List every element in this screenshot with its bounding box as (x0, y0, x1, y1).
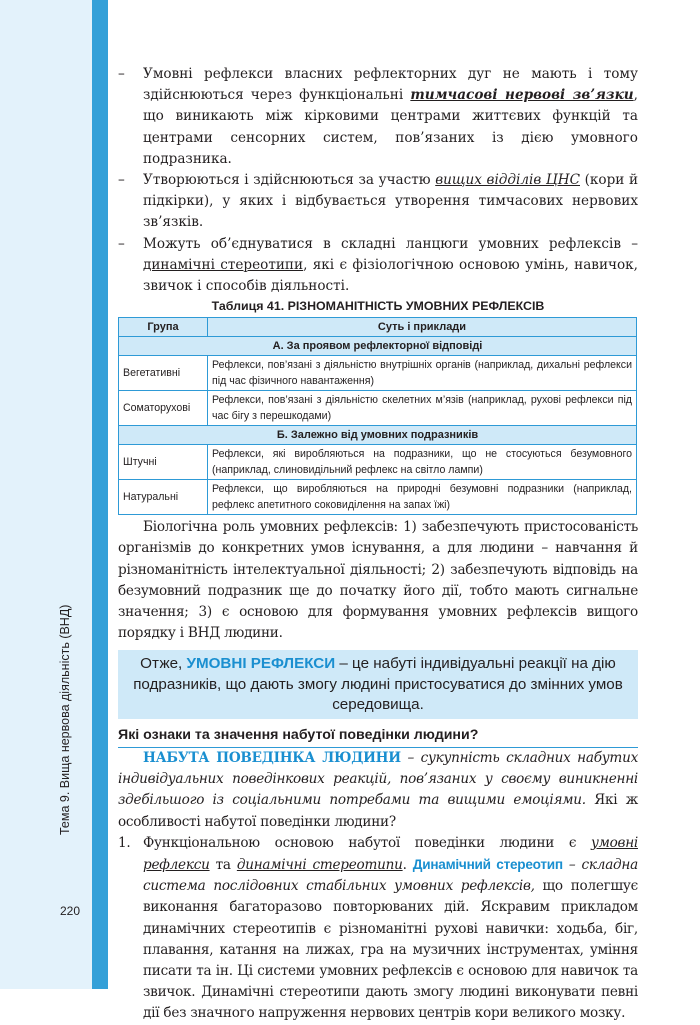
table-section-row (119, 426, 637, 445)
table-row (119, 356, 637, 391)
number-marker: 1. (118, 834, 131, 851)
group-cell: Штучні (119, 445, 208, 480)
table-row (119, 480, 637, 515)
numbered-item: 1. Функціональною основою набутої поведінки людини є умовні рефлекси та динамічні стереотипи. Динамічний стереотип – складна система послідовних стабільних умовних рефлексів, що полегшує виконання багаторазово повторюваних дій. Яскравим прикладом динамічних стереотипів є різноманітні рухові навички: ходьба, біг, плавання, катання на лижах, гра на музичних інструментах, уміння писати та ін. Ці системи умовних рефлексів є основою для навичок та звичок. Динамічні стереотипи дають змогу людині виконувати певні дії без значного напруження нервових центрів кори великого мозку. (118, 834, 638, 1022)
description-cell: Рефлекси, що виробляються на природні безумовні подразники (наприклад, рефлекс апетитного соковиділення на запах їжі) (208, 480, 637, 515)
table-title: Таблиця 41. РІЗНОМАНІТНІСТЬ УМОВНИХ РЕФЛЕКСІВ (211, 299, 545, 314)
list-item: – Утворюються і здійснюються за участю вищих відділів ЦНС (кори й підкірки), у яких і відбувається утворення тимчасових нервових зв’язків. (118, 172, 639, 231)
key-term: динамічні стереотипи (236, 856, 403, 873)
definition-callout: Отже, УМОВНІ РЕФЛЕКСИ – це набуті індивідуальні реакції на дію подразників, що дають змогу людині пристосуватися до змінних умов середовища. (118, 650, 638, 719)
definition-term: НАБУТА ПОВЕДІНКА ЛЮДИНИ (143, 749, 401, 766)
page-content (118, 64, 638, 1025)
table-row (119, 445, 637, 480)
list-item: – Умовні рефлекси власних рефлекторних дуг не мають і тому здійснюються через функціональні тимчасові нервові зв’язки, що виникають між кірковими центрами життєвих функцій та центрами сенсорних систем, пов’язаних із дією умовного подразника. (118, 66, 638, 167)
definition-paragraph: НАБУТА ПОВЕДІНКА ЛЮДИНИ – сукупність складних набутих індивідуальних поведінкових реакцій, пов’язаних у своєму виникненні здебільшого із соціальними потребами та вищими емоціями. Які ж особливості набутої поведінки людини? (118, 749, 638, 830)
topic-label: Тема 9. Вища нервова діяльність (ВНД) (58, 604, 72, 835)
group-cell: Натуральні (119, 480, 208, 515)
key-term: тимчасові нервові зв’язки (410, 87, 634, 104)
table-header-row (119, 318, 637, 337)
description-cell: Рефлекси, пов’язані з діяльністю скелетних м’язів (наприклад, рухові рефлекси під час бігу з перешкодами) (208, 391, 637, 426)
sidebar-stripe (92, 0, 108, 989)
page-number: 220 (60, 904, 81, 918)
table-section-row (119, 337, 637, 356)
description-cell: Рефлекси, пов’язані з діяльністю внутрішніх органів (наприклад, дихальні рефлекси під час фізичного навантаження) (208, 356, 637, 391)
description-cell: Рефлекси, які виробляються на подразники, що не стосуються безумовного (наприклад, слиновидільний рефлекс на світло лампи) (208, 445, 637, 480)
reflex-table (118, 317, 637, 515)
dash-marker: – (118, 66, 125, 82)
dash-marker: – (118, 235, 125, 252)
biological-role-paragraph: Біологічна роль умовних рефлексів: 1) забезпечують пристосованість організмів до конкретних умов існування, а для людини – навчання й різноманітність інтелектуальної діяльності; 2) забезпечують відповідь на безумовний подразник ще до початку його дії, тобто мають сигнальне значення; 3) є основою для формування умовних рефлексів вищого порядку і ВНД людини. (118, 519, 638, 642)
callout-term: УМОВНІ РЕФЛЕКСИ (186, 655, 336, 673)
key-term: вищих відділів ЦНС (435, 172, 580, 189)
table-section-a: А. За проявом рефлекторної відповіді (119, 337, 637, 356)
column-header: Група (119, 318, 208, 337)
dash-marker: – (118, 172, 125, 189)
table-row (119, 391, 637, 426)
table-section-b: Б. Залежно від умовних подразників (119, 426, 637, 445)
key-term: умовні рефлекси (143, 834, 638, 873)
column-header: Суть і приклади (208, 318, 637, 337)
section-heading: Які ознаки та значення набутої поведінки людини? (118, 725, 638, 748)
group-cell: Вегетативні (119, 356, 208, 391)
key-term-highlight: Динамічний стереотип (412, 856, 563, 872)
key-term: динамічні стереотипи (143, 256, 304, 273)
group-cell: Соматорухові (119, 391, 208, 426)
list-item: – Можуть об’єднуватися в складні ланцюги умовних рефлексів – динамічні стереотипи, які є фізіологічною основою умінь, навичок, звичок і способів діяльності. (118, 235, 638, 295)
